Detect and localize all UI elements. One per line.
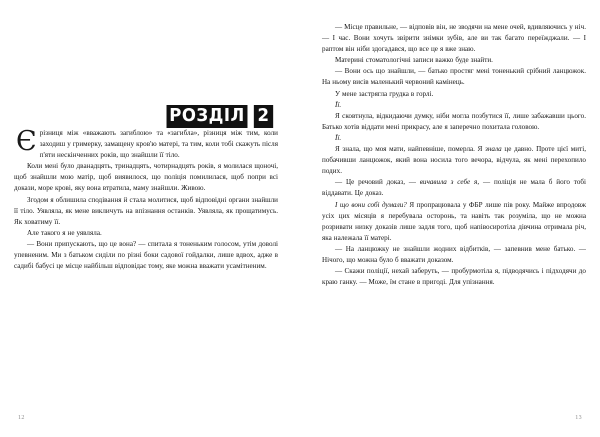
paragraph: Згодом я облишила сподівання й стала молитися, щоб відповідні органи знайшли її тіло. Уявляла, як мене викличуть на впізнання останків. Уявляла, як прощатимусь. Як ховатиму її. — [14, 195, 278, 226]
paragraph — [322, 133, 586, 144]
paragraph-text: У мене застрягла грудка в горлі. — [335, 89, 434, 98]
emphasis-text: І що вони собі думали? — [335, 200, 407, 209]
paragraph-text: Я пропрацювала у ФБР лише пів року. Майже впродовж усіх цих місяців я перебувала осторонь, та навіть так розуміла, що не можна розривати низку доказів лише задля того, щоб напівосиротіла дівчина отримала річ, яка належала її матері. — [322, 200, 586, 242]
paragraph-with-dropcap — [14, 128, 278, 161]
paragraph-text: — Місце правильне, — відповів він, не зводячи на мене очей, вдивляючись у ніч. — І час. Вони хочуть звірити знімки зубів, але ви так багато переїжджали. — І раптом він ніби здогадався, що все це я вже знаю. — [322, 23, 586, 54]
paragraph-text: різниця між «вважають загиблою» та «загибла», різниця між тим, коли заходиш у гримерку, замащену кров'ю матері, та тим, коли тобі скажуть після п'яти нескінченних років, що знайшли її тіло. — [39, 129, 278, 160]
emphasis-text: вичавила з себе я — [419, 178, 478, 187]
paragraph-text: — Скажи поліції, нехай заберуть, — пробурмотіла я, підводячись і підходячи до краю ганку. — Може, їм стане в пригоді. Для упізнання. — [322, 267, 586, 287]
right-page — [300, 0, 600, 437]
paragraph — [322, 100, 586, 111]
paragraph — [322, 22, 586, 55]
paragraph — [322, 244, 586, 266]
paragraph — [322, 177, 586, 199]
paragraph-text: — На ланцюжку не знайшли жодних відбитків, — запевнив мене батько. — Нічого, що можна було б вважати доказом. — [322, 244, 586, 264]
paragraph — [322, 200, 586, 244]
paragraph — [322, 144, 586, 177]
paragraph-text: Я сковтнула, відкидаючи думку, ніби могла позбутися її, лише забажавши цього. Батько хотів віддати мені прикрасу, але я заперечно похитала головою. — [322, 111, 586, 131]
page-number-right: 13 — [575, 415, 582, 421]
paragraph — [322, 266, 586, 288]
paragraph-text: — Це речовий доказ, — — [335, 178, 420, 187]
paragraph — [322, 66, 586, 88]
paragraph: Коли мені було дванадцять, тринадцять, чотирнадцять років, я молилася щоночі, щоб знайшли мою матір, щоб виявилося, що поліція помилилася, щоб попри всі докази, море крові, яку вона втратила, маму знайшли. Живою. — [14, 162, 278, 193]
paragraph — [322, 89, 586, 100]
right-page-body — [322, 0, 586, 288]
paragraph: — Вони припускають, що це вона? — спитала я тоненьким голосом, утім доволі упевненим. Ми з батьком сиділи по різні боки садової гойдалки, лише вдвох, адже в садибі бабусі це місце найбільш відповідає тому, яке можна вважати усамітненим. — [14, 239, 278, 271]
dropcap-letter: Є — [16, 126, 37, 157]
emphasis-text: знала — [485, 145, 502, 154]
paragraph-text: Материні стоматологічні записи важко буде знайти. — [335, 56, 493, 65]
paragraph — [322, 55, 586, 66]
page-number-left: 12 — [18, 415, 25, 421]
chapter-title-word: РОЗДІЛ — [167, 105, 248, 128]
paragraph-text: це давно. Проте цієї миті, побачивши ланцюжок, який вона носила того вечора, відчула, як мені перехопило подих. — [322, 145, 586, 176]
emphasis-text: Її. — [335, 100, 342, 109]
paragraph — [322, 111, 586, 133]
chapter-heading — [14, 0, 278, 128]
left-page-body — [14, 128, 278, 272]
paragraph-text: , — поліція не мала б його тобі віддавати. Це доказ. — [322, 178, 587, 198]
chapter-number: 2 — [254, 105, 273, 128]
chapter-plate — [163, 105, 274, 128]
emphasis-text: Її. — [335, 133, 342, 142]
paragraph-text: Я знала, що моя мати, найпевніше, померла. Я — [335, 145, 486, 154]
paragraph: Але такого я не уявляла. — [27, 228, 102, 237]
paragraph-text: — Вони ось що знайшли, — батько простяг мені тоненький срібний ланцюжок. На ньому висів маленький червоний камінець. — [322, 67, 586, 87]
